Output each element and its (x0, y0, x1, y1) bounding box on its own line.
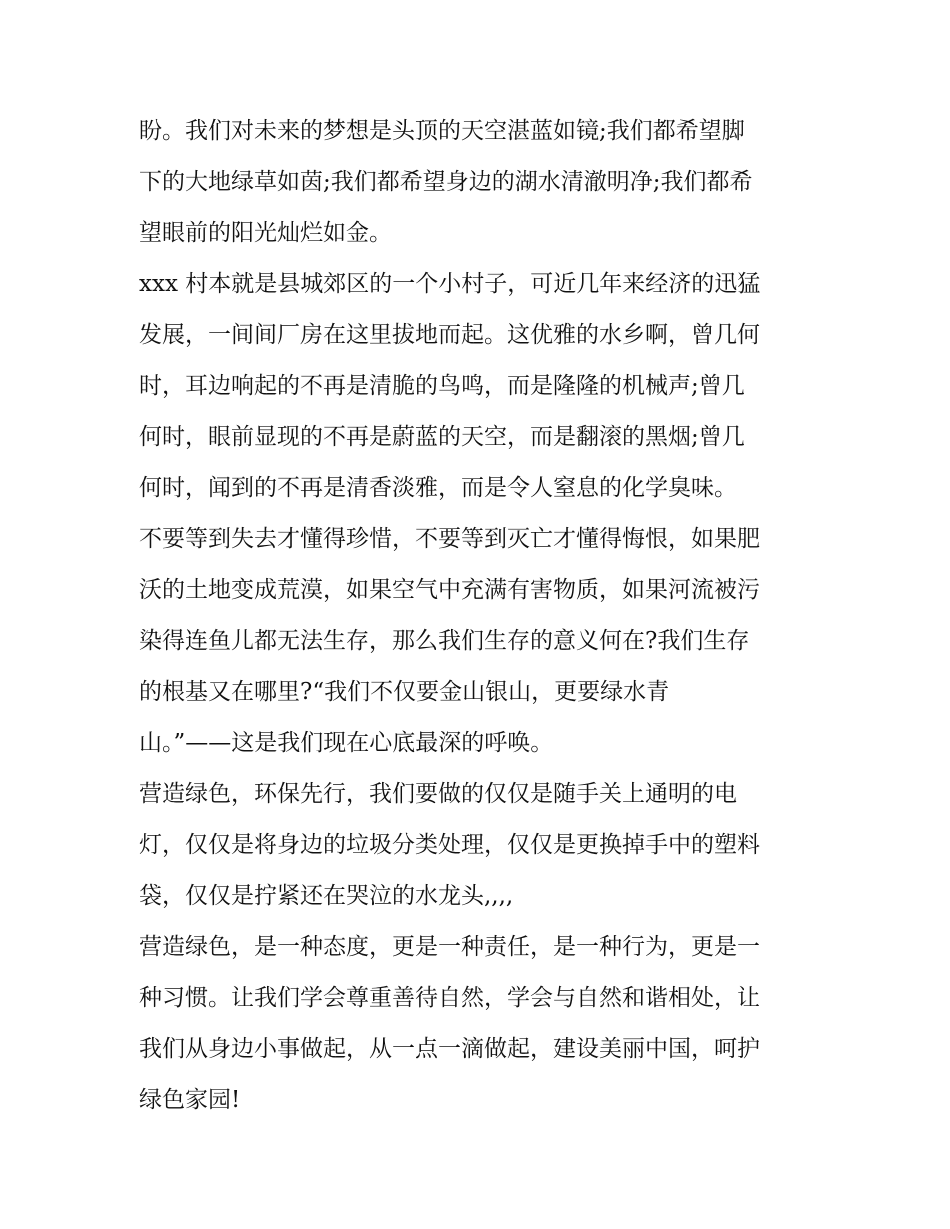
text-line: 发展，一间间厂房在这里拔地而起。这优雅的水乡啊，曾几何 (139, 322, 760, 348)
document-body (139, 106, 819, 1126)
text-line: 下的大地绿草如茵;我们都希望身边的湖水清澈明净;我们都希 (139, 169, 753, 195)
text-line: 营造绿色，是一种态度，更是一种责任，是一种行为，更是一 (139, 934, 760, 960)
text-line: 染得连鱼儿都无法生存，那么我们生存的意义何在?我们生存 (139, 628, 750, 654)
text-line: 灯，仅仅是将身边的垃圾分类处理，仅仅是更换掉手中的塑料 (139, 832, 760, 858)
text-line: xxx 村本就是县城郊区的一个小村子，可近几年来经济的迅猛 (139, 271, 761, 297)
text-line: 时，耳边响起的不再是清脆的鸟鸣，而是隆隆的机械声;曾几 (139, 373, 745, 399)
text-line: 何时，眼前显现的不再是蔚蓝的天空，而是翻滚的黑烟;曾几 (139, 424, 745, 450)
text-line: 沃的土地变成荒漠，如果空气中充满有害物质，如果河流被污 (139, 577, 760, 603)
text-line: 望眼前的阳光灿烂如金。 (139, 220, 392, 246)
text-line: 的根基又在哪里?“我们不仅要金山银山，更要绿水青 (139, 679, 670, 705)
text-line: 山。”——这是我们现在心底最深的呼唤。 (139, 730, 554, 756)
text-line: 何时，闻到的不再是清香淡雅，而是令人窒息的化学臭味。 (139, 475, 737, 501)
text-line: 不要等到失去才懂得珍惜，不要等到灭亡才懂得悔恨，如果肥 (139, 526, 760, 552)
text-line: 种习惯。让我们学会尊重善待自然，学会与自然和谐相处，让 (139, 985, 760, 1011)
text-line: 盼。我们对未来的梦想是头顶的天空湛蓝如镜;我们都希望脚 (139, 118, 745, 144)
text-line: 绿色家园! (139, 1087, 241, 1113)
text-line: 袋，仅仅是拧紧还在哭泣的水龙头,,,, (139, 883, 514, 909)
text-line: 我们从身边小事做起，从一点一滴做起，建设美丽中国，呵护 (139, 1036, 760, 1062)
text-line: 营造绿色，环保先行，我们要做的仅仅是随手关上通明的电 (139, 781, 737, 807)
